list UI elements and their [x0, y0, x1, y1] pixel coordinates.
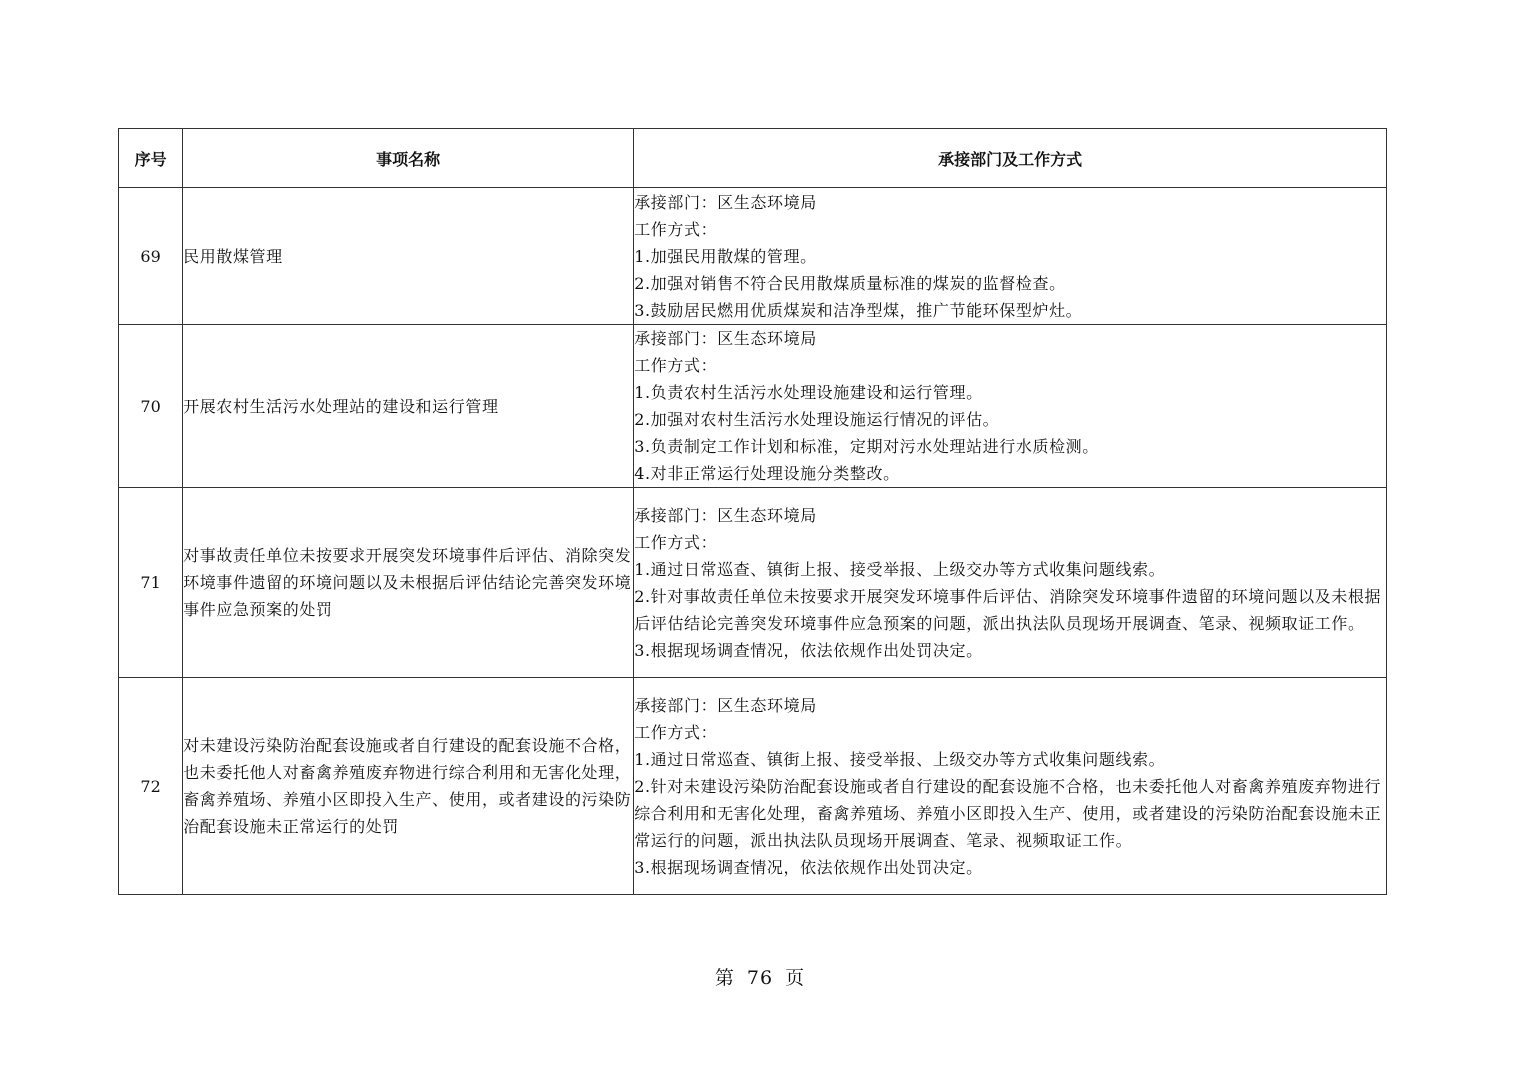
row-dept-cell	[634, 678, 1387, 895]
header-dept: 承接部门及工作方式	[634, 129, 1387, 188]
table-row	[119, 488, 1387, 678]
dept-line: 承接部门：区生态环境局	[634, 192, 817, 212]
row-item-name: 民用散煤管理	[183, 188, 634, 325]
page-footer	[0, 963, 1520, 990]
row-seq: 71	[119, 488, 183, 678]
items-table	[118, 128, 1387, 895]
table-row	[119, 678, 1387, 895]
dept-line: 3.鼓励居民燃用优质煤炭和洁净型煤，推广节能环保型炉灶。	[634, 300, 1083, 320]
dept-line: 3.根据现场调查情况，依法依规作出处罚决定。	[634, 640, 983, 660]
dept-line: 1.加强民用散煤的管理。	[634, 246, 817, 266]
row-seq: 72	[119, 678, 183, 895]
dept-line: 1.通过日常巡查、镇街上报、接受举报、上级交办等方式收集问题线索。	[634, 559, 1166, 579]
dept-line: 工作方式：	[634, 532, 718, 552]
dept-line: 1.负责农村生活污水处理设施建设和运行管理。	[634, 383, 983, 402]
footer-suffix: 页	[785, 967, 806, 989]
row-seq: 70	[119, 325, 183, 488]
table-header-row	[119, 129, 1387, 188]
header-name: 事项名称	[183, 129, 634, 188]
dept-line: 1.通过日常巡查、镇街上报、接受举报、上级交办等方式收集问题线索。	[634, 749, 1166, 769]
dept-line: 2.针对未建设污染防治配套设施或者自行建设的配套设施不合格，也未委托他人对畜禽养殖废弃物进行综合利用和无害化处理，畜禽养殖场、养殖小区即投入生产、使用，或者建设的污染防治配套设施未正常运行的问题，派出执法队员现场开展调查、笔录、视频取证工作。	[634, 776, 1382, 850]
footer-prefix: 第	[714, 967, 735, 989]
dept-line: 2.加强对农村生活污水处理设施运行情况的评估。	[634, 410, 1000, 429]
row-item-name: 对事故责任单位未按要求开展突发环境事件后评估、消除突发环境事件遗留的环境问题以及未根据后评估结论完善突发环境事件应急预案的处罚	[183, 488, 634, 678]
dept-line: 承接部门：区生态环境局	[634, 505, 817, 525]
dept-line: 承接部门：区生态环境局	[634, 329, 817, 348]
dept-line: 工作方式：	[634, 722, 718, 742]
dept-line: 工作方式：	[634, 219, 718, 239]
row-seq: 69	[119, 188, 183, 325]
dept-line: 工作方式：	[634, 356, 718, 375]
page-number: 76	[746, 967, 774, 989]
header-seq: 序号	[119, 129, 183, 188]
table-row	[119, 325, 1387, 488]
row-dept-cell	[634, 188, 1387, 325]
row-item-name: 开展农村生活污水处理站的建设和运行管理	[183, 325, 634, 488]
dept-line: 3.负责制定工作计划和标准，定期对污水处理站进行水质检测。	[634, 437, 1099, 456]
dept-line: 2.针对事故责任单位未按要求开展突发环境事件后评估、消除突发环境事件遗留的环境问题以及未根据后评估结论完善突发环境事件应急预案的问题，派出执法队员现场开展调查、笔录、视频取证工作。	[634, 586, 1382, 633]
row-item-name: 对未建设污染防治配套设施或者自行建设的配套设施不合格，也未委托他人对畜禽养殖废弃物进行综合利用和无害化处理，畜禽养殖场、养殖小区即投入生产、使用，或者建设的污染防治配套设施未正常运行的处罚	[183, 678, 634, 895]
dept-line: 3.根据现场调查情况，依法依规作出处罚决定。	[634, 857, 983, 877]
row-dept-cell	[634, 325, 1387, 488]
row-dept-cell	[634, 488, 1387, 678]
dept-line: 承接部门：区生态环境局	[634, 695, 817, 715]
dept-line: 2.加强对销售不符合民用散煤质量标准的煤炭的监督检查。	[634, 273, 1066, 293]
table-row	[119, 188, 1387, 325]
dept-line: 4.对非正常运行处理设施分类整改。	[634, 464, 900, 483]
